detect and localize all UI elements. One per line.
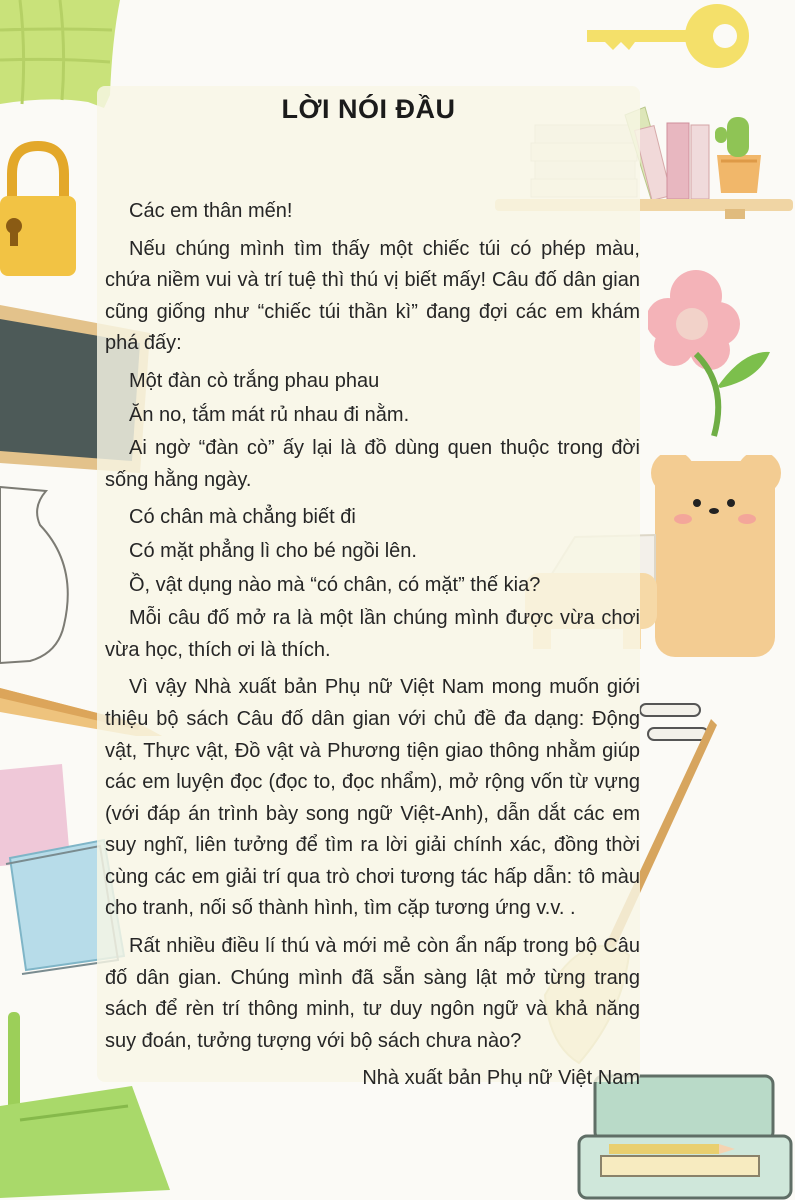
riddle1-line1: Một đàn cò trắng phau phau — [129, 369, 380, 392]
page-title: LỜI NÓI ĐẦU — [281, 94, 456, 124]
padlock-icon — [0, 138, 78, 278]
key-icon — [585, 0, 750, 72]
fun-paragraph: Mỗi câu đố mở ra là một lần chúng mình được vừa chơi vừa học, thích ơi là thích. — [105, 607, 640, 661]
preface-body — [105, 196, 640, 1101]
closing-paragraph: Rất nhiều điều lí thú và mới mẻ còn ẩn nấp trong bộ Câu đố dân gian. Chúng mình đã sẵn sàng lật mở từng trang sách để rèn trí thông minh, tư duy ngôn ngữ và khả năng suy đoán, tưởng tượng với bộ sách chưa nào? — [105, 935, 640, 1052]
series-paragraph: Vì vậy Nhà xuất bản Phụ nữ Việt Nam mong muốn giới thiệu bộ sách Câu đố dân gian với chủ đề đa dạng: Động vật, Thực vật, Đồ vật và Phương tiện giao thông nhằm giúp các em luyện đọc (đọc to, đọc nhẩm), mở rộng vốn từ vựng (với đáp án trình bày song ngữ Việt-Anh), dẫn dắt các em suy nghĩ, liên tưởng để tìm ra lời giải chính xác, đồng thời cùng các em giải trí qua trò chơi tương tác hấp dẫn: tô màu cho tranh, nối số thành hình, tìm cặp tương ứng v.v. . — [105, 676, 640, 920]
riddle1-line2: Ăn no, tắm mát rủ nhau đi nằm. — [129, 403, 410, 426]
publisher-signature: Nhà xuất bản Phụ nữ Việt Nam — [362, 1067, 640, 1090]
intro-paragraph: Nếu chúng mình tìm thấy một chiếc túi có phép màu, chứa niềm vui và trí tuệ thì thú vị biết mấy! Câu đố dân gian cũng giống như “chiếc túi thần kì” đang đợi các em khám phá đấy: — [105, 237, 640, 355]
vase-icon — [0, 485, 80, 665]
riddle2-line2: Có mặt phẳng lì cho bé ngồi lên. — [129, 539, 417, 562]
riddle2-note: Ồ, vật dụng nào mà “có chân, có mặt” thế kia? — [129, 573, 541, 596]
greeting: Các em thân mến! — [129, 200, 293, 222]
riddle1-note: Ai ngờ “đàn cò” ấy lại là đồ dùng quen thuộc trong đời sống hằng ngày. — [105, 437, 640, 491]
flower-icon — [648, 258, 773, 438]
riddle2-line1: Có chân mà chẳng biết đi — [129, 506, 356, 529]
